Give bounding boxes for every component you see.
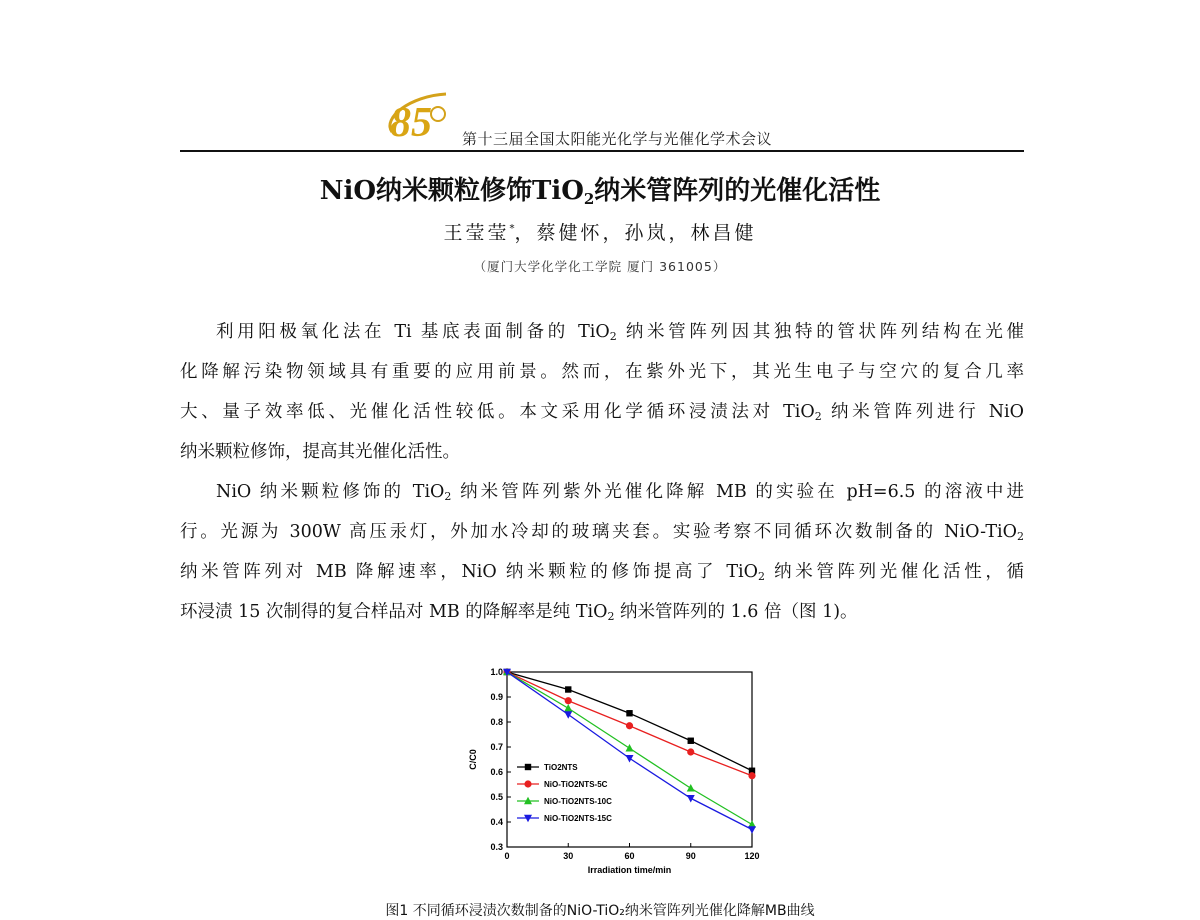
data-point-s1-3 [687,748,694,755]
paragraph-intro: 利用阳极氧化法在 Ti 基底表面制备的 TiO$_2$ 纳米管阵列因其独特的管状阵列结构在光催 化降解污染物领域具有重要的应用前景。然而，在紫外光下，其光生电子与空穴的复合几率 大、量子效率低、光催化活性较低。本文采用化学循环浸渍法对 TiO$_2$ 纳米管阵列进行 NiO 纳米颗粒修饰，提高其光催化活性。 [180,322,1024,462]
data-point-s0-3 [688,738,694,744]
data-point-s3-2 [626,755,634,762]
data-point-s1-2 [626,722,633,729]
y-tick-label: 0.7 [490,742,503,752]
data-point-s2-2 [626,744,634,751]
data-point-s1-1 [565,697,572,704]
author-list: 王莹莹*，蔡健怀，孙岚，林昌健 [443,222,757,244]
legend-marker-1 [524,780,531,787]
paper-title: NiO纳米颗粒修饰TiO$_2$纳米管阵列的光催化活性 [319,176,881,208]
legend-label-0: TiO2NTS [544,763,578,772]
x-tick-label: 0 [504,851,510,861]
y-tick-label: 0.5 [490,792,503,802]
data-point-s3-4 [748,826,756,833]
data-point-s2-1 [564,704,572,711]
conference-name: 第十三届全国太阳能光化学与光催化学术会议 [462,130,773,148]
legend-label-1: NiO-TiO2NTS-5C [544,780,608,789]
figure-caption: 图1 不同循环浸渍次数制备的NiO-TiO₂纳米管阵列光催化降解MB曲线 [385,903,815,919]
x-tick-label: 120 [744,851,760,861]
y-tick-label: 0.3 [490,842,503,852]
degradation-chart [460,660,760,882]
legend-label-2: NiO-TiO2NTS-10C [544,797,612,806]
legend-label-3: NiO-TiO2NTS-15C [544,814,612,823]
y-tick-label: 0.9 [490,692,503,702]
y-axis-label: C/C0 [468,749,478,770]
paragraph-results: NiO 纳米颗粒修饰的 TiO$_2$ 纳米管阵列紫外光催化降解 MB 的实验在 pH=6.5 的溶液中进 行。光源为 300W 高压汞灯，外加水冷却的玻璃夹套。实验考察不同循环次数制备的 NiO-TiO$_2$ 纳米管阵列对 MB 降解速率，NiO 纳米颗粒的修饰提高了 TiO$_2$ 纳米管阵列光催化活性，循 环浸渍 15 次制得的复合样品对 MB 的降解率是纯 TiO$_2$ 纳米管阵列的 1.6 倍（图 1)。 [180,482,1024,623]
y-tick-label: 0.4 [490,817,503,827]
affiliation: （厦门大学化学化工学院 厦门 361005） [473,259,727,274]
x-tick-label: 90 [685,851,696,861]
y-tick-label: 1.0 [490,667,503,677]
y-tick-label: 0.8 [490,717,503,727]
anniversary-logo [380,88,460,144]
data-point-s2-3 [687,784,695,791]
x-axis-label: Irradiation time/min [587,865,672,875]
data-point-s1-4 [748,772,755,779]
y-tick-label: 0.6 [490,767,503,777]
data-point-s3-1 [564,711,572,718]
data-point-s3-3 [687,795,695,802]
x-tick-label: 60 [624,851,635,861]
legend-marker-0 [525,764,531,770]
x-tick-label: 30 [563,851,574,861]
header-rule [180,150,1024,152]
logo-number: 85 [390,100,432,144]
data-point-s0-2 [626,710,632,716]
data-point-s0-1 [565,686,571,692]
